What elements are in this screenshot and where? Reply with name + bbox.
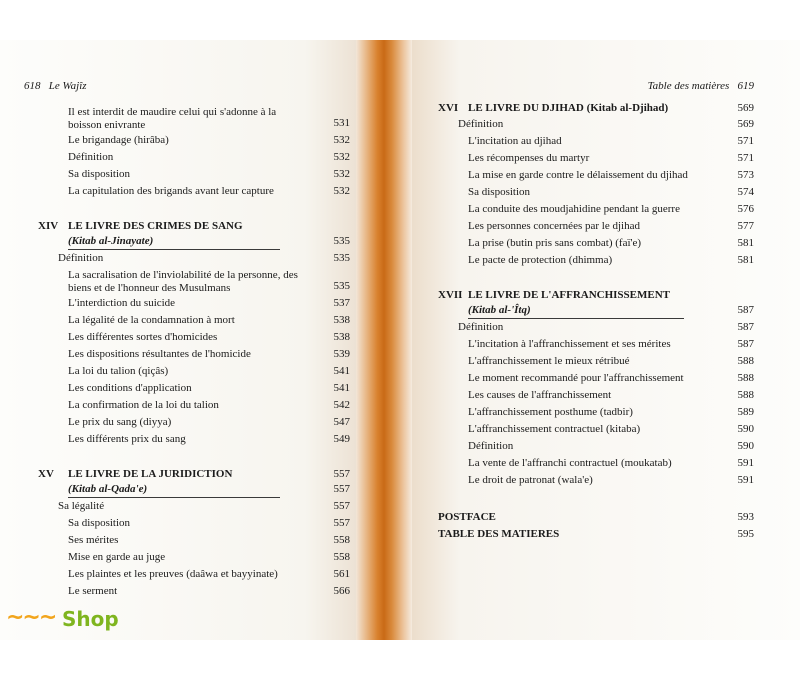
- entry-title: Le serment: [68, 585, 118, 597]
- right-running-title: Table des matières: [647, 80, 730, 92]
- chapter-heading: [38, 466, 350, 482]
- toc-entry: [438, 218, 754, 235]
- toc-entry: [38, 498, 350, 515]
- left-page: [0, 40, 372, 640]
- chapter-subtitle: [38, 482, 350, 497]
- entry-title: (Kitab al-Jinayate): [68, 235, 154, 247]
- logo-text: Shop: [62, 607, 119, 631]
- entry-page-number: 538: [333, 314, 350, 326]
- entry-title: Définition: [68, 151, 114, 163]
- entry-page-number: 581: [737, 254, 754, 266]
- toc-entry: [438, 201, 754, 218]
- toc-entry: [38, 583, 350, 600]
- left-table-of-contents: [38, 104, 350, 600]
- left-running-title: Le Wajîz: [48, 80, 87, 92]
- entry-page-number: 574: [737, 186, 754, 198]
- entry-title: L'interdiction du suicide: [68, 297, 176, 309]
- entry-title: La vente de l'affranchi contractuel (moukatab): [468, 457, 672, 469]
- entry-title: L'incitation au djihad: [468, 135, 562, 147]
- entry-page-number: 588: [737, 389, 754, 401]
- chapter-number: XIV: [38, 220, 59, 232]
- toc-entry: [38, 250, 350, 267]
- entry-title: L'incitation à l'affranchissement et ses mérites: [468, 338, 671, 350]
- toc-entry: [38, 329, 350, 346]
- toc-entry: [38, 267, 350, 295]
- toc-entry: [438, 438, 754, 455]
- entry-title: La confirmation de la loi du talion: [68, 399, 219, 411]
- entry-page-number: 591: [737, 457, 754, 469]
- entry-page-number: 587: [737, 304, 754, 316]
- toc-entry: [438, 133, 754, 150]
- toc-entry: [38, 380, 350, 397]
- entry-title: POSTFACE: [438, 511, 496, 523]
- entry-page-number: 558: [333, 551, 350, 563]
- entry-page-number: 535: [333, 280, 350, 292]
- toc-entry: [438, 455, 754, 472]
- entry-title: L'affranchissement contractuel (kitaba): [468, 423, 641, 435]
- entry-page-number: 587: [737, 321, 754, 333]
- entry-page-number: 590: [737, 440, 754, 452]
- toc-entry: [38, 149, 350, 166]
- shop-logo: [6, 599, 136, 637]
- entry-title: Définition: [458, 118, 504, 130]
- toc-entry: [38, 312, 350, 329]
- toc-entry: [438, 387, 754, 404]
- entry-title: La mise en garde contre le délaissement du djihad: [468, 169, 688, 181]
- chapter-number: XVII: [438, 289, 463, 301]
- entry-page-number: 547: [333, 416, 350, 428]
- toc-entry: [38, 414, 350, 431]
- entry-page-number: 595: [737, 528, 754, 540]
- chapter-number: XV: [38, 468, 54, 480]
- entry-title: La sacralisation de l'inviolabilité de la personne, des biens et de l'honneur des Musulmans: [68, 269, 298, 294]
- toc-entry: [38, 132, 350, 149]
- chapter-subtitle: [438, 303, 754, 318]
- left-page-number: 618: [24, 80, 41, 92]
- toc-entry: [38, 532, 350, 549]
- right-page-number: 619: [737, 80, 754, 92]
- open-book: [0, 40, 800, 640]
- entry-page-number: 573: [737, 169, 754, 181]
- toc-entry: [438, 167, 754, 184]
- entry-title: Le moment recommandé pour l'affranchissement: [468, 372, 684, 384]
- entry-page-number: 535: [333, 252, 350, 264]
- toc-entry: [438, 116, 754, 133]
- entry-title: Sa légalité: [58, 500, 105, 512]
- toc-entry: [438, 509, 754, 526]
- entry-title: (Kitab al-Qada'e): [68, 483, 148, 495]
- entry-title: TABLE DES MATIERES: [438, 528, 560, 540]
- entry-page-number: 576: [737, 203, 754, 215]
- entry-title: Le droit de patronat (wala'e): [468, 474, 593, 486]
- entry-title: Sa disposition: [68, 517, 131, 529]
- entry-page-number: 591: [737, 474, 754, 486]
- entry-page-number: 589: [737, 406, 754, 418]
- entry-title: L'affranchissement le mieux rétribué: [468, 355, 630, 367]
- toc-entry: [38, 431, 350, 448]
- entry-page-number: 571: [737, 152, 754, 164]
- entry-title: Les différents prix du sang: [68, 433, 186, 445]
- entry-page-number: 588: [737, 372, 754, 384]
- entry-page-number: 557: [333, 468, 350, 480]
- entry-page-number: 531: [333, 117, 350, 129]
- entry-page-number: 566: [333, 585, 350, 597]
- entry-title: Mise en garde au juge: [68, 551, 166, 563]
- entry-title: Le pacte de protection (dhimma): [468, 254, 613, 266]
- entry-page-number: 588: [737, 355, 754, 367]
- toc-entry: [438, 526, 754, 543]
- toc-entry: [438, 353, 754, 370]
- chapter-heading: [438, 287, 754, 303]
- toc-entry: [438, 235, 754, 252]
- entry-title: LE LIVRE DE LA JURIDICTION: [68, 468, 233, 480]
- entry-title: La prise (butin pris sans combat) (faï'e): [468, 237, 642, 249]
- entry-title: L'affranchissement posthume (tadbir): [468, 406, 633, 418]
- toc-entry: [38, 183, 350, 200]
- entry-title: Sa disposition: [468, 186, 531, 198]
- entry-page-number: 569: [737, 102, 754, 114]
- right-running-head: [648, 80, 754, 92]
- logo-swirl-icon: ~~~: [6, 605, 56, 630]
- entry-title: LE LIVRE DES CRIMES DE SANG: [68, 220, 243, 232]
- entry-page-number: 532: [333, 185, 350, 197]
- entry-page-number: 541: [333, 382, 350, 394]
- entry-title: Le brigandage (hirâba): [68, 134, 169, 146]
- right-page: [404, 40, 800, 640]
- entry-title: Il est interdit de maudire celui qui s'adonne à la boisson enivrante: [68, 106, 277, 131]
- entry-title: Les causes de l'affranchissement: [468, 389, 612, 401]
- entry-page-number: 561: [333, 568, 350, 580]
- toc-entry: [438, 472, 754, 489]
- entry-page-number: 532: [333, 168, 350, 180]
- entry-title: Définition: [458, 321, 504, 333]
- entry-page-number: 539: [333, 348, 350, 360]
- toc-entry: [38, 363, 350, 380]
- toc-entry: [38, 104, 350, 132]
- entry-page-number: 590: [737, 423, 754, 435]
- entry-page-number: 542: [333, 399, 350, 411]
- entry-page-number: 532: [333, 151, 350, 163]
- right-table-of-contents: [438, 100, 754, 543]
- entry-page-number: 557: [333, 500, 350, 512]
- entry-page-number: 577: [737, 220, 754, 232]
- chapter-number: XVI: [438, 102, 459, 114]
- entry-title: La conduite des moudjahidine pendant la guerre: [468, 203, 680, 215]
- toc-entry: [38, 566, 350, 583]
- toc-entry: [438, 184, 754, 201]
- toc-entry: [438, 404, 754, 421]
- chapter-heading: [38, 218, 350, 234]
- left-running-head: [24, 80, 87, 92]
- toc-entry: [438, 370, 754, 387]
- entry-title: Définition: [58, 252, 104, 264]
- entry-title: Les récompenses du martyr: [468, 152, 590, 164]
- entry-page-number: 532: [333, 134, 350, 146]
- entry-title: Les dispositions résultantes de l'homicide: [68, 348, 251, 360]
- entry-page-number: 569: [737, 118, 754, 130]
- entry-title: Ses mérites: [68, 534, 119, 546]
- entry-page-number: 535: [333, 235, 350, 247]
- toc-entry: [438, 150, 754, 167]
- toc-entry: [438, 421, 754, 438]
- entry-title: LE LIVRE DU DJIHAD (Kitab al-Djihad): [468, 102, 669, 114]
- toc-entry: [38, 515, 350, 532]
- toc-entry: [438, 252, 754, 269]
- entry-page-number: 571: [737, 135, 754, 147]
- entry-title: Sa disposition: [68, 168, 131, 180]
- entry-title: Les différentes sortes d'homicides: [68, 331, 218, 343]
- entry-title: LE LIVRE DE L'AFFRANCHISSEMENT: [468, 289, 671, 301]
- entry-title: Définition: [468, 440, 514, 452]
- entry-page-number: 541: [333, 365, 350, 377]
- toc-entry: [438, 319, 754, 336]
- entry-page-number: 557: [333, 517, 350, 529]
- toc-entry: [38, 166, 350, 183]
- entry-page-number: 549: [333, 433, 350, 445]
- entry-title: La capitulation des brigands avant leur capture: [68, 185, 274, 197]
- toc-entry: [38, 295, 350, 312]
- chapter-subtitle: [38, 234, 350, 249]
- entry-page-number: 537: [333, 297, 350, 309]
- entry-page-number: 557: [333, 483, 350, 495]
- toc-entry: [38, 397, 350, 414]
- entry-page-number: 587: [737, 338, 754, 350]
- toc-entry: [38, 549, 350, 566]
- entry-page-number: 538: [333, 331, 350, 343]
- entry-title: Les personnes concernées par le djihad: [468, 220, 640, 232]
- toc-entry: [38, 346, 350, 363]
- entry-title: (Kitab al-'Îtq): [468, 304, 531, 316]
- entry-page-number: 558: [333, 534, 350, 546]
- entry-title: Les conditions d'application: [68, 382, 192, 394]
- entry-page-number: 593: [737, 511, 754, 523]
- book-gutter: [356, 40, 412, 640]
- entry-title: Le prix du sang (diyya): [68, 416, 172, 428]
- entry-title: Les plaintes et les preuves (daâwa et bayyinate): [68, 568, 278, 580]
- toc-entry: [438, 336, 754, 353]
- chapter-heading: [438, 100, 754, 116]
- entry-title: La loi du talion (qiçâs): [68, 365, 169, 377]
- entry-title: La légalité de la condamnation à mort: [68, 314, 235, 326]
- entry-page-number: 581: [737, 237, 754, 249]
